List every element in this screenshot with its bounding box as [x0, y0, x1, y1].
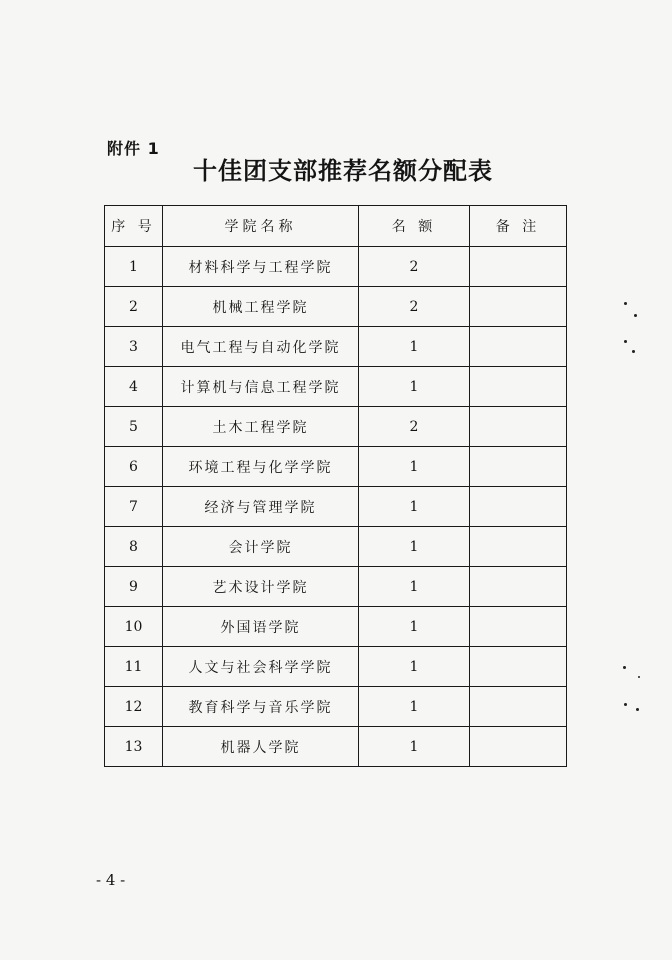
table-row [105, 247, 567, 287]
remarks-cell [470, 367, 567, 407]
remarks-cell [470, 567, 567, 607]
remarks-cell [470, 647, 567, 687]
quota-cell: 1 [359, 487, 470, 527]
scan-speck [632, 350, 635, 353]
table-row [105, 527, 567, 567]
college-name-cell: 电气工程与自动化学院 [163, 327, 359, 367]
remarks-cell [470, 527, 567, 567]
serial-number-cell: 8 [105, 527, 163, 567]
college-name-cell: 人文与社会科学学院 [163, 647, 359, 687]
attachment-label: 附件 1 [107, 139, 160, 158]
quota-cell: 1 [359, 607, 470, 647]
quota-cell: 2 [359, 247, 470, 287]
page-number: - 4 - [96, 871, 126, 889]
college-name-cell: 机械工程学院 [163, 287, 359, 327]
serial-number-cell: 13 [105, 727, 163, 767]
college-name-cell: 教育科学与音乐学院 [163, 687, 359, 727]
table-row [105, 287, 567, 327]
table-row [105, 487, 567, 527]
scan-speck [638, 676, 640, 678]
quota-cell: 1 [359, 727, 470, 767]
quota-cell: 1 [359, 527, 470, 567]
scan-speck [634, 314, 637, 317]
serial-number-cell: 10 [105, 607, 163, 647]
college-name-cell: 材料科学与工程学院 [163, 247, 359, 287]
college-name-cell: 外国语学院 [163, 607, 359, 647]
serial-number-cell: 1 [105, 247, 163, 287]
header-quota: 名 额 [359, 206, 470, 247]
remarks-cell [470, 287, 567, 327]
serial-number-cell: 6 [105, 447, 163, 487]
header-remarks: 备 注 [470, 206, 567, 247]
table-row [105, 727, 567, 767]
scan-speck [636, 708, 639, 711]
quota-cell: 1 [359, 327, 470, 367]
serial-number-cell: 9 [105, 567, 163, 607]
scan-speck [624, 302, 627, 305]
college-name-cell: 土木工程学院 [163, 407, 359, 447]
serial-number-cell: 7 [105, 487, 163, 527]
header-college-name: 学院名称 [163, 206, 359, 247]
table-row [105, 327, 567, 367]
serial-number-cell: 12 [105, 687, 163, 727]
remarks-cell [470, 247, 567, 287]
quota-cell: 1 [359, 367, 470, 407]
quota-cell: 2 [359, 407, 470, 447]
table-row [105, 647, 567, 687]
college-name-cell: 会计学院 [163, 527, 359, 567]
serial-number-cell: 4 [105, 367, 163, 407]
remarks-cell [470, 327, 567, 367]
college-name-cell: 艺术设计学院 [163, 567, 359, 607]
table-body [105, 247, 567, 767]
scan-speck [623, 666, 626, 669]
college-name-cell: 经济与管理学院 [163, 487, 359, 527]
scan-speck [624, 340, 627, 343]
quota-cell: 1 [359, 447, 470, 487]
table-row [105, 567, 567, 607]
document-title: 十佳团支部推荐名额分配表 [193, 156, 493, 185]
table-row [105, 447, 567, 487]
remarks-cell [470, 687, 567, 727]
table-header-row [105, 206, 567, 247]
college-name-cell: 环境工程与化学学院 [163, 447, 359, 487]
table-row [105, 407, 567, 447]
remarks-cell [470, 487, 567, 527]
quota-cell: 1 [359, 567, 470, 607]
remarks-cell [470, 407, 567, 447]
college-name-cell: 计算机与信息工程学院 [163, 367, 359, 407]
serial-number-cell: 3 [105, 327, 163, 367]
table-row [105, 367, 567, 407]
header-serial-number: 序 号 [105, 206, 163, 247]
remarks-cell [470, 727, 567, 767]
scan-speck [624, 703, 627, 706]
remarks-cell [470, 447, 567, 487]
quota-cell: 2 [359, 287, 470, 327]
table-row [105, 607, 567, 647]
college-name-cell: 机器人学院 [163, 727, 359, 767]
serial-number-cell: 5 [105, 407, 163, 447]
serial-number-cell: 2 [105, 287, 163, 327]
serial-number-cell: 11 [105, 647, 163, 687]
quota-allocation-table [104, 205, 567, 767]
remarks-cell [470, 607, 567, 647]
quota-cell: 1 [359, 647, 470, 687]
quota-cell: 1 [359, 687, 470, 727]
table-row [105, 687, 567, 727]
